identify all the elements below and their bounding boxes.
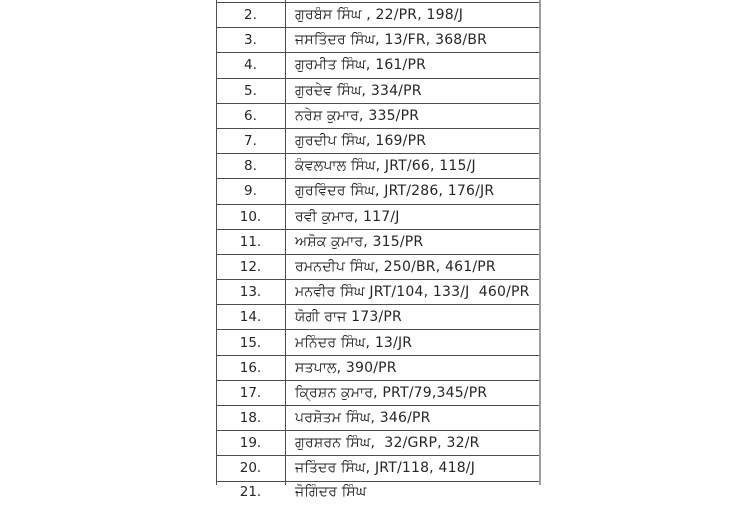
row-name-cell: ਮਨਿੰਦਰ ਸਿੰਘ, 13/JR [295, 334, 413, 351]
row-name-cell: ਗੁਰਸ਼ਰਨ ਸਿੰਘ, 32/GRP, 32/R [295, 435, 480, 452]
row-name-cell: ਕੰਵਲਪਾਲ ਸਿੰਘ, JRT/66, 115/J [295, 158, 476, 175]
row-number-cell: 10. [239, 208, 262, 225]
row-name-cell: ਰਮਨਦੀਪ ਸਿੰਘ, 250/BR, 461/PR [295, 258, 496, 275]
row-name-cell: ਪਰਸ਼ੋਤਮ ਸਿੰਘ, 346/PR [295, 410, 431, 427]
row-name-cell: ਜਤਿੰਦਰ ਸਿੰਘ, JRT/118, 418/J [295, 460, 476, 477]
table-column-divider [285, 0, 286, 485]
table-row [216, 430, 541, 455]
row-number-cell: 6. [244, 107, 257, 124]
table-row [216, 27, 541, 52]
table-row [216, 304, 541, 329]
row-number-cell: 14. [239, 309, 262, 326]
row-number-cell: 17. [239, 384, 262, 401]
row-number-cell: 5. [244, 82, 257, 99]
row-name-cell: ਗੁਰਬੰਸ ਸਿੰਘ , 22/PR, 198/J [295, 7, 464, 24]
table-left-border [216, 0, 217, 485]
row-number-cell: 7. [244, 133, 257, 150]
table-row-clipped-bottom [216, 481, 541, 506]
row-number-cell: 16. [239, 359, 262, 376]
table-row [216, 254, 541, 279]
table-row [216, 380, 541, 405]
table-row [216, 229, 541, 254]
row-number-cell: 11. [239, 233, 262, 250]
row-name-cell: ਗੁਰਦੀਪ ਸਿੰਘ, 169/PR [295, 133, 427, 150]
row-number-cell: 2. [244, 7, 257, 24]
table-row [216, 355, 541, 380]
row-number-cell: 3. [244, 32, 257, 49]
table-row [216, 128, 541, 153]
table-rows [216, 0, 541, 506]
table-row [216, 153, 541, 178]
table-row [216, 103, 541, 128]
table-row [216, 455, 541, 480]
row-number-cell: 9. [244, 183, 257, 200]
row-number-cell: 18. [239, 410, 262, 427]
table-right-border [539, 0, 541, 485]
table-row [216, 78, 541, 103]
row-number-cell: 4. [244, 57, 257, 74]
roster-table [216, 0, 541, 501]
table-row [216, 405, 541, 430]
row-number-cell: 8. [244, 158, 257, 175]
row-name-cell: ਅਸ਼ੋਕ ਕੁਮਾਰ, 315/PR [295, 233, 424, 250]
row-name-cell: ਨਰੇਸ਼ ਕੁਮਾਰ, 335/PR [295, 107, 420, 124]
table-row [216, 2, 541, 27]
row-name-cell: ਯੋਗੀ ਰਾਜ 173/PR [295, 309, 402, 326]
row-name-cell: ਕ੍ਰਿਸ਼ਨ ਕੁਮਾਰ, PRT/79,345/PR [295, 384, 488, 401]
row-name-cell: ਜੋਗਿੰਦਰ ਸਿੰਘ [295, 484, 367, 501]
row-number-cell: 19. [239, 435, 262, 452]
row-name-cell: ਰਵੀ ਕੁਮਾਰ, 117/J [295, 208, 400, 225]
table-row [216, 178, 541, 203]
table-row [216, 204, 541, 229]
row-name-cell: ਗੁਰਦੇਵ ਸਿੰਘ, 334/PR [295, 82, 422, 99]
row-number-cell: 15. [239, 334, 262, 351]
row-number-cell: 21. [239, 484, 262, 501]
table-row [216, 329, 541, 354]
row-number-cell: 12. [239, 258, 262, 275]
row-name-cell: ਗੁਰਵਿੰਦਰ ਸਿੰਘ, JRT/286, 176/JR [295, 183, 495, 200]
table-row [216, 52, 541, 77]
row-number-cell: 13. [239, 284, 262, 301]
row-name-cell: ਸਤਪਾਲ, 390/PR [295, 359, 397, 376]
row-number-cell: 20. [239, 460, 262, 477]
table-row [216, 279, 541, 304]
row-name-cell: ਗੁਰਮੀਤ ਸਿੰਘ, 161/PR [295, 57, 427, 74]
row-name-cell: ਜਸਤਿੰਦਰ ਸਿੰਘ, 13/FR, 368/BR [295, 32, 488, 49]
row-name-cell: ਮਨਵੀਰ ਸਿੰਘ JRT/104, 133/J 460/PR [295, 284, 530, 301]
